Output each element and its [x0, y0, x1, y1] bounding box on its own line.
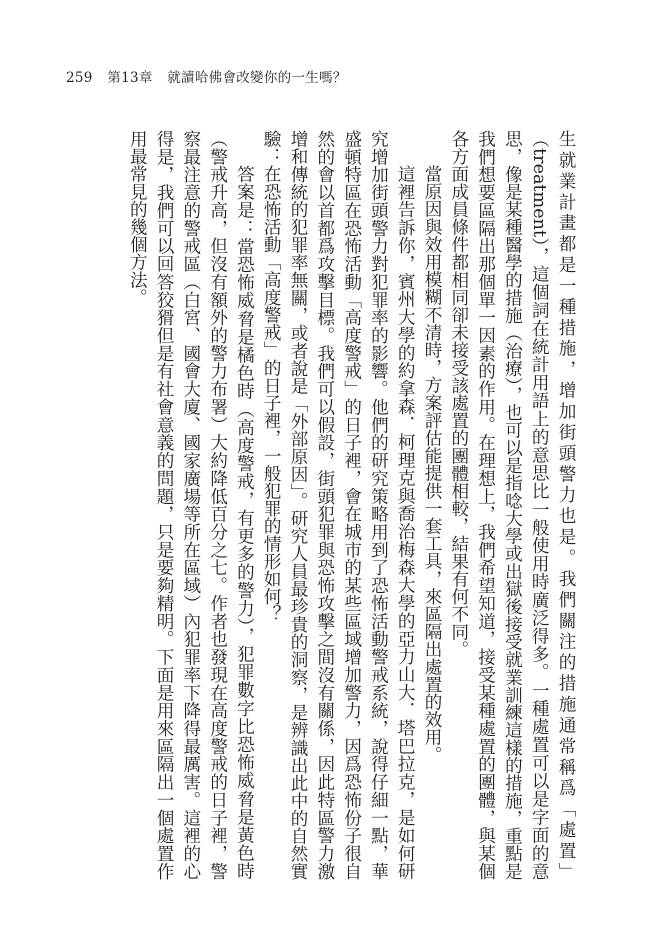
chapter-label: 第13章 — [107, 70, 153, 86]
page-number: 259 — [66, 70, 93, 86]
chapter-title: 就讀哈佛會改變你的一生嗎？ — [167, 70, 347, 86]
paragraph-3: 這裡告訴你，賓州大學的約拿森．柯理克與喬治梅森大學的亞力山大．塔巴拉克，是如何研究增加街頭警力對犯罪率的影響。他們的研究策略用到了恐怖活動警戒系統，說得仔細一點，華盛頓特區在恐怖活動「高度警戒」的日子裡，會在城市的某些區域增加警力，因爲恐怖份子很自然的會以首都爲攻擊目標。我們可以假設，街頭犯罪與恐怖攻擊之間沒有關係，因此特區警力激增和傳統的犯罪率無關，或者說是「外部原因」。研究人員最珍貴的洞察，是辨識出此中的自然實驗：在恐怖活動「高度警戒」的日子裡，一般犯罪的情形如何？ — [261, 130, 416, 880]
paragraph-2: 當原因與效用模糊不清時，方案評估能提供一套工具，來區隔出處置的效用。 — [422, 165, 443, 764]
running-header — [66, 66, 357, 86]
paragraph-1: 生就業計畫都是一種措施，增加街頭警力也是。我們關注的措施通常稱爲「處置」（treatment），這個詞在統計用語上的意思比一般使用時廣泛得多。一種處置可以是字面的意思，像是某種醫學的措施（治療），也可以是指唸大學或出獄後接受就業訓練這樣的措施，重點是我們想要區隔出那個單一因素的作用。在理想上，我們希望知道，接受某種處置的團體，與某個各方面成員條件都相同卻未接受該處置的團體相較，結果有何不同。 — [448, 130, 576, 880]
paragraph-4: 答案是：當恐怖威脅是橘色時（高度警戒，有更多的警力），犯罪數字比恐怖威脅是黃色時（警戒升高，但沒有額外的警力布署）大約降低百分之七。作者也發現在高度警戒的日子裡，警察最注意的警戒區（白宮、國會大廈、國家廣場等所在區域）內犯罪率下降得最厲害。這裡的心得是，我們可以回答狡猾但是有社會意義的問題，只是要夠精明。下面是用來區隔出一個處置作用最常見的幾個方法。 — [127, 130, 255, 880]
vertical-body-text — [79, 130, 579, 880]
